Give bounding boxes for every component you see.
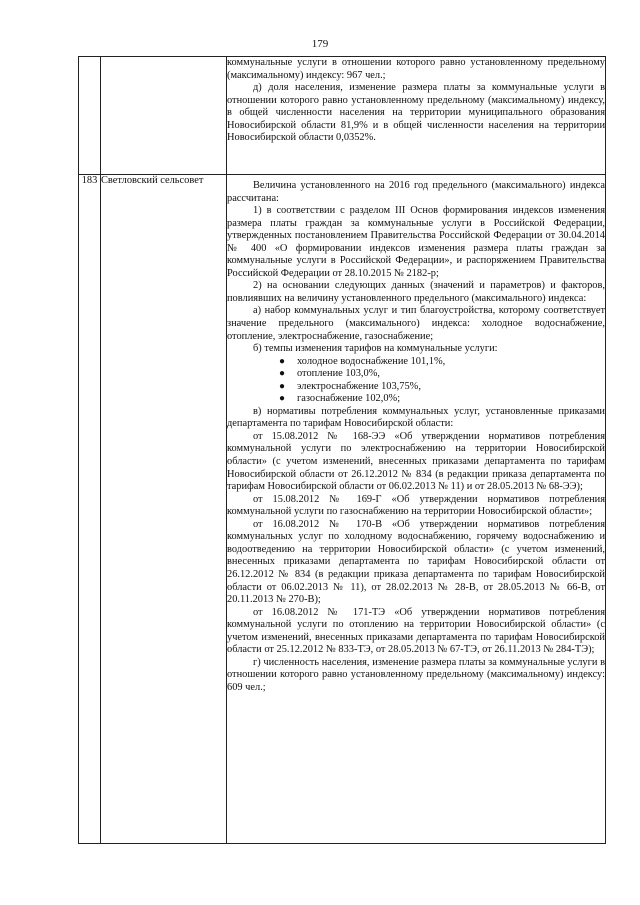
tariff-index-table bbox=[78, 56, 606, 844]
paragraph: а) набор коммунальных услуг и тип благоустройства, которому соответствует значение предельного (максимального) индекса: холодное водоснабжение, отопление, электроснабжение, газоснабжение; bbox=[227, 305, 605, 342]
list-item: ● газоснабжение 102,0%; bbox=[279, 393, 401, 405]
paragraph: 2) на основании следующих данных (значений и параметров) и факторов, повлиявших на величину установленного предельного (максимального) индекса: bbox=[227, 280, 605, 304]
list-item: ● электроснабжение 103,75%, bbox=[279, 380, 421, 392]
list-item: ● холодное водоснабжение 101,1%, bbox=[279, 355, 446, 367]
bullet-icon: ● bbox=[279, 355, 286, 367]
tariff-change-list bbox=[227, 356, 605, 406]
bullet-icon: ● bbox=[279, 380, 286, 392]
page-number: 179 bbox=[311, 38, 329, 50]
paragraph: от 16.08.2012 № 171-ТЭ «Об утверждении нормативов потребления коммунальной услуги по отоплению на территории Новосибирской области» (с учетом изменений, внесенных приказами департамента по тарифам Новосибирской области от 25.12.2012 № 833-ТЭ, от 28.05.2013 № 67-ТЭ, от 26.11.2013 № 284-ТЭ); bbox=[227, 606, 605, 656]
paragraph: Величина установленного на 2016 год предельного (максимального) индекса рассчитана: bbox=[227, 180, 605, 204]
row-description bbox=[227, 175, 606, 844]
bullet-icon: ● bbox=[279, 368, 286, 380]
list-item: ● отопление 103,0%, bbox=[279, 368, 380, 380]
paragraph: коммунальные услуги в отношении которого равно установленному предельному (максимальному) индексу: 967 чел.; bbox=[227, 57, 605, 81]
paragraph: в) нормативы потребления коммунальных услуг, установленные приказами департамента по тарифам Новосибирской области: bbox=[227, 405, 605, 430]
municipality-name bbox=[101, 57, 227, 175]
row-number: 183 bbox=[79, 175, 101, 844]
table-row bbox=[79, 175, 606, 844]
table-row bbox=[79, 57, 606, 175]
paragraph: 1) в соответствии с разделом III Основ формирования индексов изменения размера платы граждан за коммунальные услуги в Российской Федерации, утвержденных постановлением Правительства Российской Федерации от 30.04.2014 № 400 «О формировании индексов изменения размера платы граждан за коммунальные услуги в Российской Федерации», и распоряжением Правительства Российской Федерации от 28.10.2015 № 2182-р; bbox=[227, 205, 605, 279]
paragraph: от 15.08.2012 № 169-Г «Об утверждении нормативов потребления коммунальной услуги по газоснабжению на территории Новосибирской области»; bbox=[227, 493, 605, 518]
row-description bbox=[227, 57, 606, 175]
paragraph: г) численность населения, изменение размера платы за коммунальные услуги в отношении которого равно установленному предельному (максимальному) индексу: 609 чел.; bbox=[227, 656, 605, 693]
paragraph: д) доля населения, изменение размера платы за коммунальные услуги в отношении которого равно установленному предельному (максимальному) индексу, в общей численности населения на территории муниципального образования Новосибирской области 81,9% и в общей численности населения на территории Новосибирской области 0,0352%. bbox=[227, 82, 605, 144]
paragraph: б) темпы изменения тарифов на коммунальные услуги: bbox=[253, 343, 498, 355]
municipality-name: Светловский сельсовет bbox=[101, 175, 227, 844]
row-number bbox=[79, 57, 101, 175]
paragraph: от 16.08.2012 № 170-В «Об утверждении нормативов потребления коммунальных услуг по холодному водоснабжению, горячему водоснабжению и водоотведению на территории Новосибирской области» (с учетом изменений, внесенных приказами департамента по тарифам Новосибирской области от 26.12.2012 № 834 (в редакции приказа департамента по тарифам Новосибирской области от 06.02.2013 № 11), от 28.02.2013 № 28-В, от 28.05.2013 № 66-В, от 20.11.2013 № 270-В); bbox=[227, 518, 605, 606]
bullet-icon: ● bbox=[279, 393, 286, 405]
paragraph: от 15.08.2012 № 168-ЭЭ «Об утверждении нормативов потребления коммунальной услуги по электроснабжению на территории Новосибирской области» (с учетом изменений, внесенных приказами департамента по тарифам Новосибирской области от 26.12.2012 № 834 (в редакции приказа департамента по тарифам Новосибирской области от 06.02.2013 № 11) и от 28.05.2013 № 68-ЭЭ); bbox=[227, 430, 605, 493]
